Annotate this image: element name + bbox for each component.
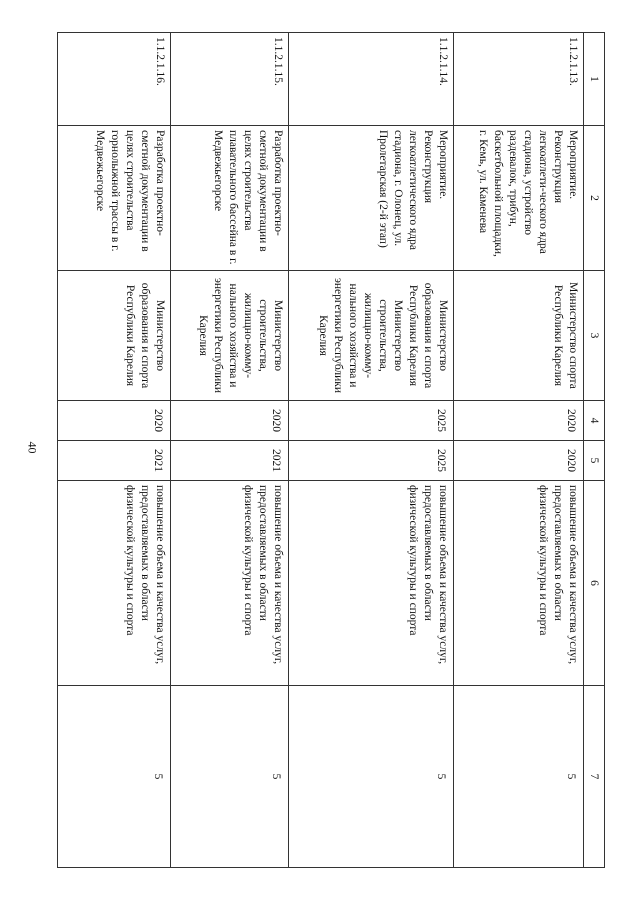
row-value: 5 xyxy=(58,686,171,868)
header-col-7: 7 xyxy=(584,686,605,868)
row-executor: Министерство спорта Республики Карелия xyxy=(454,271,584,401)
row-end-year: 2020 xyxy=(454,441,584,481)
row-activity: Мероприятие. Реконструкция легкоатлети-ческого ядра стадиона, устройство раздевалок, трибун, баскетбольной площадки, г. Кемь, ул. Каменева xyxy=(454,126,584,271)
header-col-3: 3 xyxy=(584,271,605,401)
header-col-5: 5 xyxy=(584,441,605,481)
row-start-year: 2020 xyxy=(58,401,171,441)
program-activities-table xyxy=(57,32,605,868)
row-result: повышение объема и качества услуг, предоставляемых в области физической культуры и спорта xyxy=(58,481,171,686)
row-start-year: 2025 xyxy=(289,401,454,441)
header-col-1: 1 xyxy=(584,33,605,126)
row-activity: Разработка проектно-сметной документации в целях строительства горнолыжной трассы в г. Медвежьегорске xyxy=(58,126,171,271)
row-result: повышение объема и качества услуг, предоставляемых в области физической культуры и спорта xyxy=(289,481,454,686)
row-end-year: 2021 xyxy=(58,441,171,481)
row-activity: Мероприятие. Реконструкция легкоатлетического ядра стадиона, г. Олонец, ул. Пролетарская (2-й этап) xyxy=(289,126,454,271)
header-col-2: 2 xyxy=(584,126,605,271)
table-row xyxy=(171,33,289,868)
row-code: 1.1.2.1.13. xyxy=(454,33,584,126)
page-number: 40 xyxy=(25,441,40,454)
row-value: 5 xyxy=(454,686,584,868)
header-col-6: 6 xyxy=(584,481,605,686)
row-result: повышение объема и качества услуг, предоставляемых в области физической культуры и спорта xyxy=(454,481,584,686)
table-row xyxy=(454,33,584,868)
header-row xyxy=(584,33,605,868)
header-col-4: 4 xyxy=(584,401,605,441)
row-code: 1.1.2.1.14. xyxy=(289,33,454,126)
table-row xyxy=(58,33,171,868)
row-end-year: 2021 xyxy=(171,441,289,481)
row-code: 1.1.2.1.16. xyxy=(58,33,171,126)
row-start-year: 2020 xyxy=(454,401,584,441)
row-activity: Разработка проектно-сметной документации в целях строительства плавательного бассейна в г. Медвежьегорске xyxy=(171,126,289,271)
row-value: 5 xyxy=(171,686,289,868)
row-code: 1.1.2.1.15. xyxy=(171,33,289,126)
row-start-year: 2020 xyxy=(171,401,289,441)
rotated-table-container xyxy=(57,32,605,867)
row-result: повышение объема и качества услуг, предоставляемых в области физической культуры и спорта xyxy=(171,481,289,686)
table-row xyxy=(289,33,454,868)
row-executor: Министерство образования и спорта Республики Карелия Министерство строительства, жилищно-комму-нального хозяйства и энергетики Республики Карелия xyxy=(289,271,454,401)
row-value: 5 xyxy=(289,686,454,868)
row-end-year: 2025 xyxy=(289,441,454,481)
row-executor: Министерство строительства, жилищно-комму-нального хозяйства и энергетики Республики Карелия xyxy=(171,271,289,401)
row-executor: Министерство образования и спорта Республики Карелия xyxy=(58,271,171,401)
